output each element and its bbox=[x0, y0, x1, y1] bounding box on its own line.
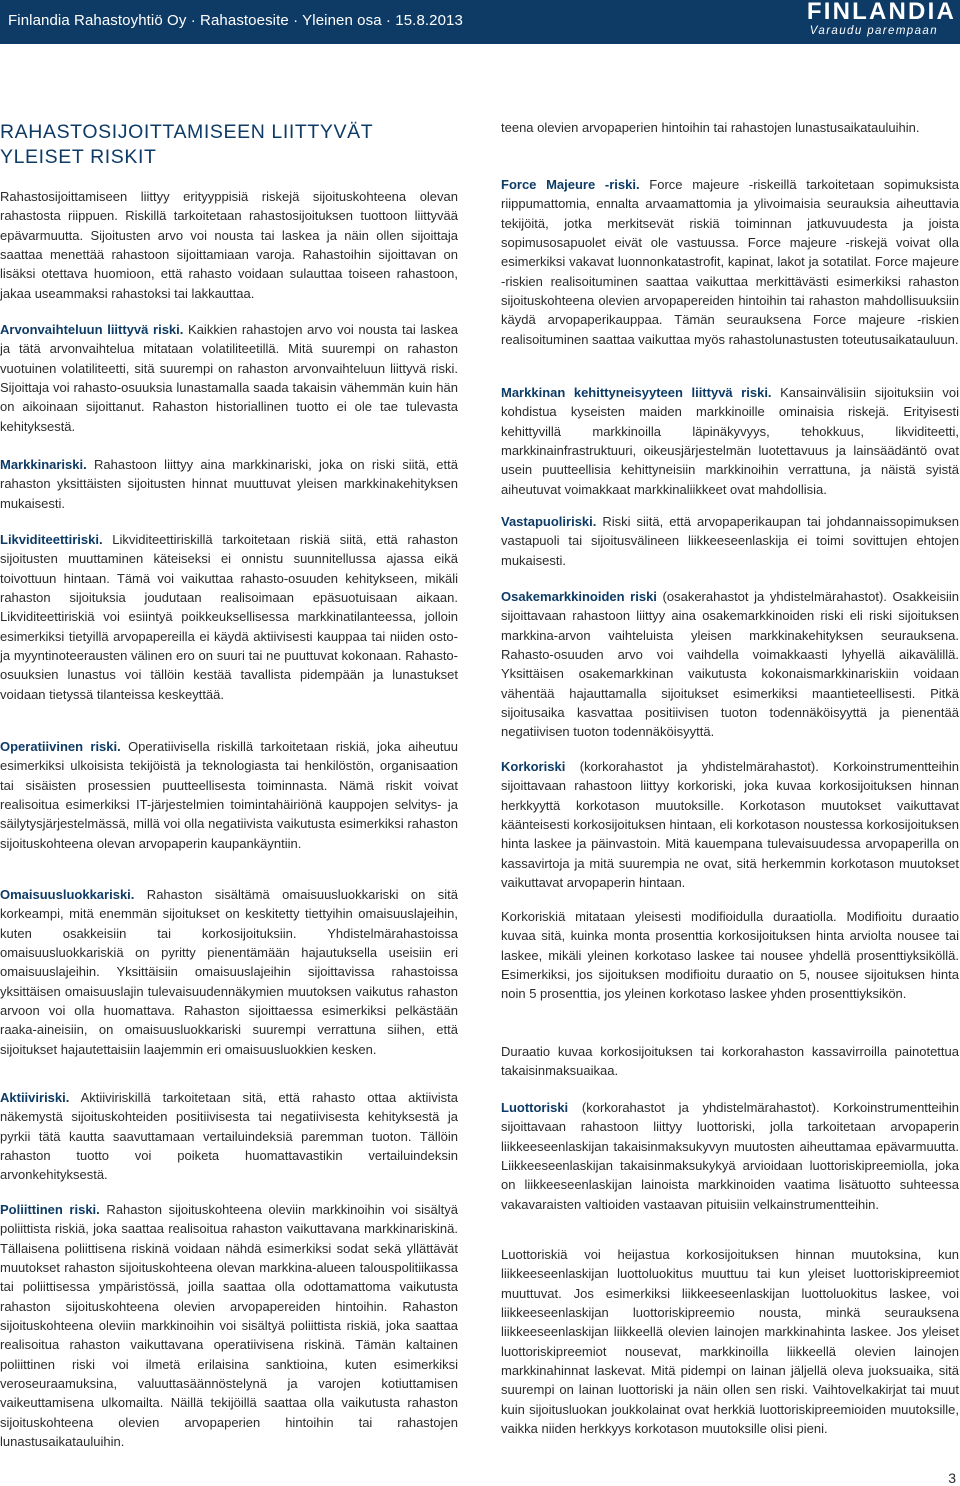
header-bar bbox=[0, 0, 960, 44]
section-body: Operatiivisella riskillä tarkoitetaan riskiä, joka aiheutuu esimerkiksi ulkoisista tekijöistä ja teknologiasta tai henkilöstön, organisaation tai sisäisten prosessien puutteellisesta toiminnasta. Nämä riskit voivat realisoitua esimerkiksi IT-järjestelmien toimintahäiriönä kauppojen selvitys- ja säilytysjärjestelmässä, millä voi olla negatiivista vaikutusta esimerkiksi rahaston sijoituskohteena olevan arvopaperin kaupankäyntiin. bbox=[0, 739, 458, 851]
section-body: Kaikkien rahastojen arvo voi nousta tai laskea ja tätä arvonvaihtelua mitataan volatiliteetillä. Mitä suurempi on rahaston vuotuinen volatiliteetti, sitä suurempi on rahaston arvonvaihteluun liittyvä riski. Sijoittaja voi rahasto-osuuksia lunastamalla saada takaisin vähemmän kuin hän on aikoinaan sijoittanut. Rahaston historiallinen tuotto ei ole tae tulevasta kehityksestä. bbox=[0, 322, 458, 434]
section-body: Rahastoon liittyy aina markkinariski, joka on riski siitä, että rahaston yksittäisten sijoitusten hinnat muuttuvat yleisen markkinakehityksen mukaisesti. bbox=[0, 457, 458, 511]
section-heading: Force Majeure -riski. bbox=[501, 177, 640, 192]
section-heading: Arvonvaihteluun liittyvä riski. bbox=[0, 322, 184, 337]
section-heading: Vastapuoliriski. bbox=[501, 514, 597, 529]
section-liquidity-risk bbox=[0, 530, 458, 704]
section-active-risk bbox=[0, 1088, 458, 1185]
title-line-1: RAHASTOSIJOITTAMISEEN LIITTYVÄT bbox=[0, 121, 374, 143]
section-body: Rahaston sisältämä omaisuusluokkariski on sitä korkeampi, mitä enemmän sijoitukset on keskitetty tiettyihin omaisuuslajeihin, kuten osakkeisiin tai korkosijoituksiin. Yhdistelmärahastoissa omaisuusluokkariskiä on pyritty pienentämään hajautuksella useisiin eri omaisuuslajeihin. Yksittäisiin omaisuuslajeihin sijoittavissa rahastoissa yksittäisen omaisuuslajin tulevaisuudennäkymien muutoksen vaikutus rahaston arvoon voi olla huomattava. Rahaston sijoittaessa esimerkiksi pelkästään raaka-aineisiin, on omaisuusluokkariski suurempi verrattuna siihen, että sijoitukset hajautettaisiin laajemmin eri omaisuusluokkien kesken. bbox=[0, 887, 458, 1057]
section-market-risk bbox=[0, 455, 458, 513]
paragraph-duration: Duraatio kuvaa korkosijoituksen tai korkorahaston kassavirroilla painotettua takaisinmaksuaikaa. bbox=[501, 1044, 959, 1079]
paragraph-modified-duration: Korkoriskiä mitataan yleisesti modifioidulla duraatiolla. Modifioitu duraatio kuvaa sitä, kuinka monta prosenttia korkosijoituksen hinta arviolta nousee tai laskee, mikäli yleinen korkotaso laskee tai nousee yhdellä prosenttiyksiköllä. Esimerkiksi, jos sijoituksen modifioitu duraatio on 5, nousee sijoituksen hinta noin 5 prosenttia, jos yleinen korkotaso laskee yhden prosenttiyksikön. bbox=[501, 909, 959, 1002]
section-interest-rate-risk bbox=[501, 757, 959, 892]
section-heading: Korkoriski bbox=[501, 759, 566, 774]
section-body: (korkorahastot ja yhdistelmärahastot). Korkoinstrumentteihin sijoittavaan rahastoon liittyy luottoriski, jolla tarkoitetaan arvopaperin liikkeeseenlaskijan takaisinmaksukyvyn muutosten aiheuttamaa epävarmuutta. Liikkeeseenlaskijan takaisinmaksukykyä arvioidaan luottoriskipreemiolla, joka on liikkeeseenlaskijan lainoista markkinoiden vaatima lisätuotto suhteessa vakavaraisten valtioiden vastaavan pituisiin velkainstrumentteihin. bbox=[501, 1100, 959, 1212]
brand-logo: FINLANDIA bbox=[806, 0, 956, 25]
section-heading: Poliittinen riski. bbox=[0, 1202, 100, 1217]
section-body: Riski siitä, että arvopaperikaupan tai johdannaissopimuksen vastapuoli tai sijoitusvälineen liikkeeseenlaskija ei toimi sovittujen ehtojen mukaisesti. bbox=[501, 514, 959, 568]
section-equity-market-risk bbox=[501, 587, 959, 742]
section-body: Force majeure -riskeillä tarkoitetaan sopimuksista riippumattomia, ennalta arvaamattomia ja ylivoimaisia seurauksia aiheuttavia tekijöitä, jotka merkitsevät riskiä toiminnan jatkuvuudesta ja joista sopimusosapuolet eivät ole vastuussa. Force majeure -riskejä voivat olla esimerkiksi vakavat luonnonkatastrofit, kapinat, lakot ja sotatilat. Force majeure -riskien realisoituminen saattaa vaikuttaa merkittävästi esimerkiksi rahaston sijoituskohteena olevien arvopapereiden hintoihin tai rahaston mahdollisuuksiin käydä arvopaperikauppaa. Tämän seurauksena Force majeure -riskien realisoituminen saattaa vaikuttaa myös rahastolunastusten toteutusaikatauluun. bbox=[501, 177, 959, 347]
section-heading: Likviditeettiriski. bbox=[0, 532, 103, 547]
section-body: Likviditeettiriskillä tarkoitetaan riskiä siitä, että rahaston sijoitusten muuttaminen käteiseksi ei onnistu suunnitellussa ajassa eikä toivottuun hintaan. Tämä voi vaikuttaa rahasto-osuuden kehitykseen, mikäli rahaston sijoituksia joudutaan realisoimaan epäsuotuisaan aikaan. Likviditeettiriskiä voi esiintyä poikkeuksellisessa markkinatilanteessa, jolloin esimerkiksi tietyillä arvopapereilla ei käydä aktiivisesti kauppaa tai niiden osto- ja myyntinoteerausten välinen ero on suuri tai ne puuttuvat kokonaan. Rahasto-osuuksien lunastus voi tällöin kestää tavallista pidempään ja lunastukset voidaan tietyssä tilanteissa keskeyttää. bbox=[0, 532, 458, 702]
section-heading: Luottoriski bbox=[501, 1100, 569, 1115]
section-value-fluctuation-risk bbox=[0, 320, 458, 436]
paragraph-credit-risk-details: Luottoriskiä voi heijastua korkosijoituksen hinnan muutoksina, kun liikkeeseenlaskijan luottoluokitus muuttuu tai kun yleiset luottoriskipreemiot muuttuvat. Jos esimerkiksi liikkeeseenlaskijan luottoluokitus laskee, voi liikkeeseenlaskijan luottoriskipreemio nousta, minkä seurauksena liikkeeseenlaskijan liikkeellä olevien lainojen markkinahinta laskee. Jos yleiset luottoriskipreemiot nousevat, markkinoilla liikkeellä olevien lainojen markkinahinnat laskevat. Mitä pidempi on lainan jäljellä oleva juoksuaika, sitä suurempi on lainan luottoriski ja näin ollen sen riski. Vaihtovelkakirjat tai muut kuin sijoitusluokan joukkolainat ovat herkkiä luottoriskipreemioiden muutoksille, vaikka niiden herkkyys korkotason muutoksille olisi pieni. bbox=[501, 1247, 959, 1437]
brand-slogan: Varaudu parempaan bbox=[809, 25, 938, 37]
page-title bbox=[0, 120, 373, 170]
section-asset-class-risk bbox=[0, 885, 458, 1059]
section-body: Kansainvälisiin sijoituksiin voi kohdistua kyseisten maiden markkinoille ominaisia riskejä. Erityisesti kehittyvillä markkinoilla läpinäkyvyys, tehokkuus, likviditeetti, markkinainfrastruktuuri, oikeusjärjestelmän luotettavuus ja lainsäädäntö ovat usein puutteellisia kehittyneisiin markkinoihin verrattuna, ja näistä syistä aiheutuvat voimakkaat markkinaliikkeet ovat mahdollisia. bbox=[501, 385, 959, 497]
section-market-development-risk bbox=[501, 383, 959, 499]
section-heading: Aktiiviriski. bbox=[0, 1090, 70, 1105]
section-heading: Osakemarkkinoiden riski bbox=[501, 589, 657, 604]
section-counterparty-risk bbox=[501, 512, 959, 570]
section-force-majeure-risk bbox=[501, 175, 959, 349]
section-body: Aktiiviriskillä tarkoitetaan sitä, että rahasto ottaa aktiivista näkemystä sijoituskohteiden positiivisesta tai negatiivisesta kehityksestä ja pyrkii tätä kautta saavuttamaan vertailuindeksiä paremman tuoton. Tällöin rahaston tuotto voi poiketa huomattavastikin vertailuindeksin arvonkehityksestä. bbox=[0, 1090, 458, 1183]
document-header: Finlandia Rahastoyhtiö Oy · Rahastoesite · Yleinen osa · 15.8.2013 bbox=[8, 12, 463, 29]
section-political-risk bbox=[0, 1200, 458, 1451]
continuation-paragraph: teena olevien arvopaperien hintoihin tai rahastojen lunastusaikatauluihin. bbox=[501, 120, 920, 135]
section-body: (osakerahastot ja yhdistelmärahastot). Osakkeisiin sijoittavaan rahastoon liittyy aina osakemarkkinoiden riski eli riski sijoituksen markkina-arvon vaihteluista yleisen markkinakehityksen seurauksena. Rahasto-osuuden arvo voi vaihdella voimakkaasti lyhyellä aikavälillä. Yksittäisen osakemarkkinan vaikutusta kokonaismarkkinariskiin voidaan vähentää hajauttamalla sijoitukset esimerkiksi maantieteellisesti. Pitkä sijoitusaika kasvattaa positiivisen tuoton todennäköisyyttä ja pienentää negatiivisen tuoton todennäköisyyttä. bbox=[501, 589, 959, 740]
section-heading: Markkinariski. bbox=[0, 457, 87, 472]
section-body: (korkorahastot ja yhdistelmärahastot). Korkoinstrumentteihin sijoittavaan rahastoon liittyy korkoriski, joka kuvaa korkosijoituksen hinnan herkkyyttä korkotason muutoksille. Korkotason muutokset vaikuttavat käänteisesti korkosijoituksen hintaan, eli korkotason noustessa korkosijoituksen hinta laskee ja päinvastoin. Mitä kauempana tulevaisuudessa arvopaperilla on kassavirtoja ja mitä suurempia ne ovat, sitä herkemmin korkotason muutokset vaikuttavat arvopaperin hintaan. bbox=[501, 759, 959, 891]
section-heading: Operatiivinen riski. bbox=[0, 739, 121, 754]
section-heading: Markkinan kehittyneisyyteen liittyvä riski. bbox=[501, 385, 772, 400]
section-credit-risk bbox=[501, 1098, 959, 1214]
intro-paragraph: Rahastosijoittamiseen liittyy erityyppisiä riskejä sijoituskohteena olevan rahastosta riippuen. Riskillä tarkoitetaan rahastosijoituksen tuottoon liittyvää epävarmuutta. Sijoitusten arvo voi nousta tai laskea ja näin ollen sijoittaja saattaa menettää rahastoon sijoittamiaan varoja. Rahastoihin sijoittavan on lisäksi otettava huomioon, että rahasto voidaan sulauttaa toiseen rahastoon, jakaa useammaksi rahastoksi tai lakkauttaa. bbox=[0, 189, 458, 301]
section-heading: Omaisuusluokkariski. bbox=[0, 887, 135, 902]
page-number: 3 bbox=[948, 1470, 956, 1486]
section-body: Rahaston sijoituskohteena oleviin markkinoihin voi sisältyä poliittista riskiä, joka saattaa realisoitua rahaston vaikuttavana markkinariskinä. Tällaisena poliittisena riskinä voidaan nähdä esimerkiksi sodat sekä yllättävät muutokset rahaston sijoituskohteena olevan markkina-alueen talouspolitiikassa tai poliittisessa ympäristössä, joilla saattaa olla odottamattoma vaikutusta rahaston sijoituskohteena olevien arvopapereiden hintoihin. Rahaston sijoituskohteena oleviin markkinoihin voi sisältyä poliittista riskiä, joka saattaa realisoitua rahaston vaikuttavana operatiivisena riskinä. Tämän kaltainen poliittinen riski voi ilmetä erilaisina sanktioina, kuten esimerkiksi veroseuraamuksina, valuuttasäännöstelynä ja varojen kotiuttamisen vaikeuttamisena ulkomailta. Näillä tekijöillä saattaa olla vaikutusta rahaston sijoituskohteena olevien arvopaperien hintoihin tai rahastojen lunastusaikatauluihin. bbox=[0, 1202, 459, 1450]
title-line-2: YLEISET RISKIT bbox=[0, 146, 157, 168]
section-operational-risk bbox=[0, 737, 458, 853]
